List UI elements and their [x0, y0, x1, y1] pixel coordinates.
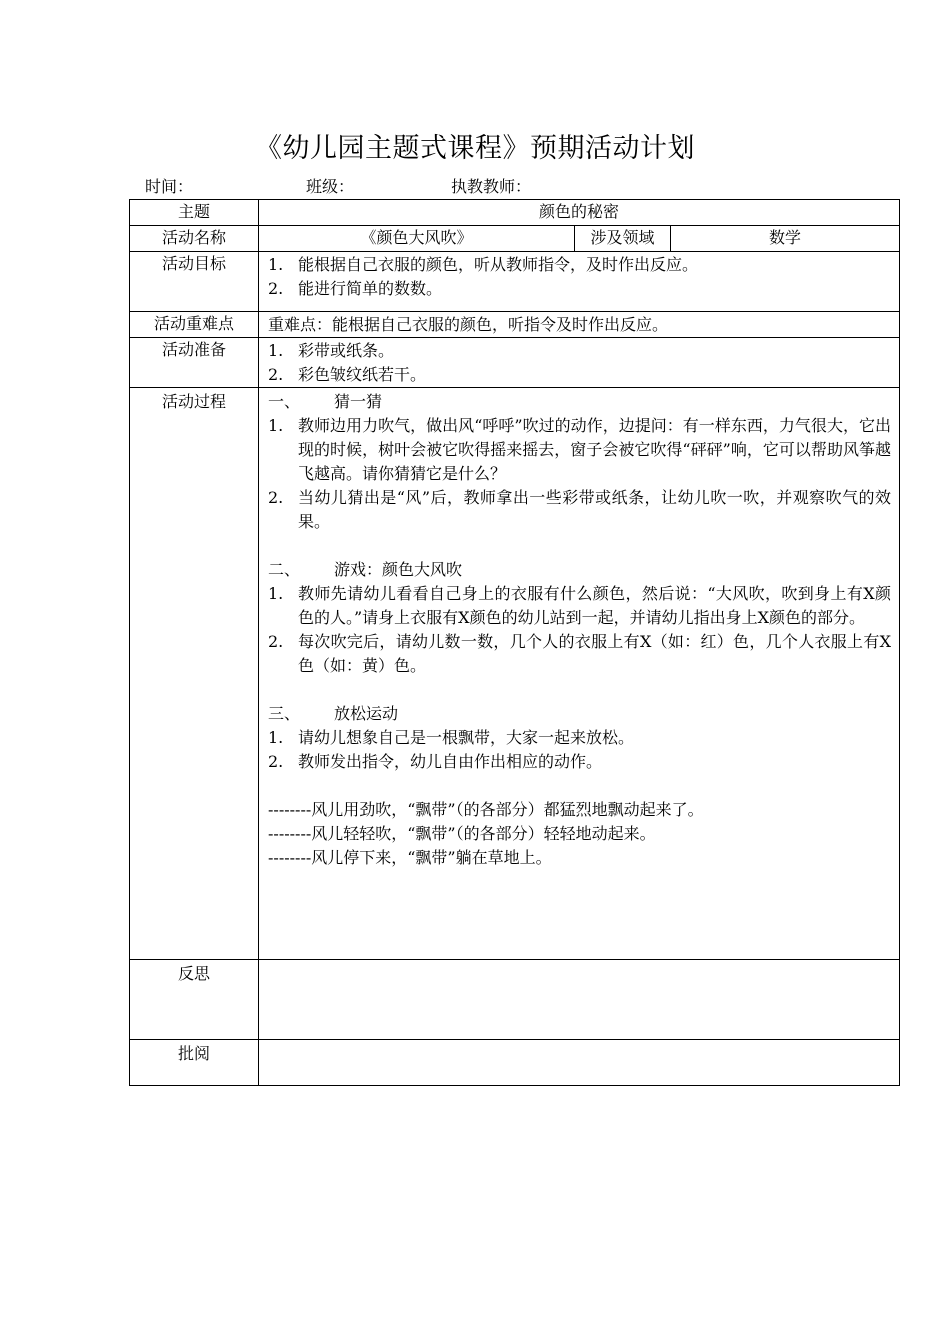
goal-item — [268, 277, 891, 301]
movement-line: --------风儿停下来，“飘带”躺在草地上。 — [268, 848, 552, 867]
item-num: 1. — [268, 728, 284, 747]
key-label: 活动重难点 — [130, 312, 259, 338]
section-num: 二、 — [268, 560, 301, 579]
goal-text: 能根据自己衣服的颜色，听从教师指令，及时作出反应。 — [298, 255, 699, 274]
row-activity-name — [130, 226, 900, 252]
item-text: 每次吹完后，请幼儿数一数，几个人的衣服上有X（如：红）色，几个人衣服上有X色（如：黄）色。 — [298, 632, 892, 675]
goal-text: 能进行简单的数数。 — [298, 279, 443, 298]
reflection-label: 反思 — [130, 960, 259, 1040]
process-item — [268, 726, 891, 750]
reflection-cell — [259, 960, 900, 1040]
process-item — [268, 582, 891, 630]
row-key-points — [130, 312, 900, 338]
class-label: 班级： — [306, 177, 355, 196]
item-num: 2. — [268, 488, 284, 507]
prep-text: 彩色皱纹纸若干。 — [298, 365, 427, 384]
item-text: 请幼儿想象自己是一根飘带，大家一起来放松。 — [298, 728, 635, 747]
process-cell — [259, 388, 900, 960]
plan-table — [129, 199, 900, 1086]
process-label: 活动过程 — [130, 388, 259, 960]
section-heading — [268, 390, 891, 414]
row-theme — [130, 200, 900, 226]
review-cell — [259, 1040, 900, 1086]
process-item — [268, 486, 891, 534]
row-reflection — [130, 960, 900, 1040]
item-text: 教师发出指令，幼儿自由作出相应的动作。 — [298, 752, 603, 771]
item-num: 1. — [268, 584, 284, 603]
movement-line: --------风儿用劲吹，“飘带”（的各部分）都猛烈地飘动起来了。 — [268, 800, 704, 819]
prep-label: 活动准备 — [130, 338, 259, 388]
item-num: 2. — [268, 632, 284, 651]
item-text: 教师先请幼儿看看自己身上的衣服有什么颜色，然后说：“大风吹，吹到身上有X颜色的人。”请身上衣服有X颜色的幼儿站到一起，并请幼儿指出身上X颜色的部分。 — [298, 584, 892, 627]
row-review — [130, 1040, 900, 1086]
section-heading — [268, 702, 891, 726]
goal-num: 2. — [268, 279, 284, 298]
prep-text: 彩带或纸条。 — [298, 341, 395, 360]
prep-item — [268, 339, 891, 363]
key-cell — [259, 312, 900, 338]
activity-name-label: 活动名称 — [130, 226, 259, 252]
section-title: 游戏：颜色大风吹 — [334, 560, 463, 579]
goals-cell — [259, 252, 900, 312]
key-value: 重难点：能根据自己衣服的颜色，听指令及时作出反应。 — [268, 315, 669, 334]
row-preparation — [130, 338, 900, 388]
prep-num: 2. — [268, 365, 284, 384]
item-text: 当幼儿猜出是“风”后，教师拿出一些彩带或纸条，让幼儿吹一吹，并观察吹气的效果。 — [298, 488, 892, 531]
review-label: 批阅 — [130, 1040, 259, 1086]
process-item — [268, 750, 891, 774]
item-text: 教师边用力吹气，做出风“呼呼”吹过的动作，边提问：有一样东西，力气很大，它出现的时候，树叶会被它吹得摇来摇去，窗子会被它吹得“砰砰”响，它可以帮助风筝越飞越高。请你猜猜它是什么？ — [298, 416, 892, 483]
row-process — [130, 388, 900, 960]
section-title: 放松运动 — [334, 704, 399, 723]
section-num: 一、 — [268, 392, 301, 411]
row-goals — [130, 252, 900, 312]
prep-num: 1. — [268, 341, 284, 360]
domain-label: 涉及领域 — [575, 226, 671, 252]
section-num: 三、 — [268, 704, 301, 723]
process-item — [268, 630, 891, 678]
process-item — [268, 414, 891, 486]
section-title: 猜一猜 — [334, 392, 383, 411]
activity-name-value: 《颜色大风吹》 — [259, 226, 575, 252]
goals-label: 活动目标 — [130, 252, 259, 312]
prep-item — [268, 363, 891, 387]
theme-label: 主题 — [130, 200, 259, 226]
time-label: 时间： — [145, 177, 194, 196]
teacher-label: 执教教师： — [451, 177, 532, 196]
section-heading — [268, 558, 891, 582]
movement-line: --------风儿轻轻吹，“飘带”（的各部分）轻轻地动起来。 — [268, 824, 656, 843]
item-num: 1. — [268, 416, 284, 435]
goal-item — [268, 253, 891, 277]
goal-num: 1. — [268, 255, 284, 274]
theme-value: 颜色的秘密 — [259, 200, 900, 226]
page-title: 《幼儿园主题式课程》预期活动计划 — [255, 133, 695, 164]
domain-value: 数学 — [671, 226, 900, 252]
meta-row — [0, 176, 950, 198]
prep-cell — [259, 338, 900, 388]
item-num: 2. — [268, 752, 284, 771]
